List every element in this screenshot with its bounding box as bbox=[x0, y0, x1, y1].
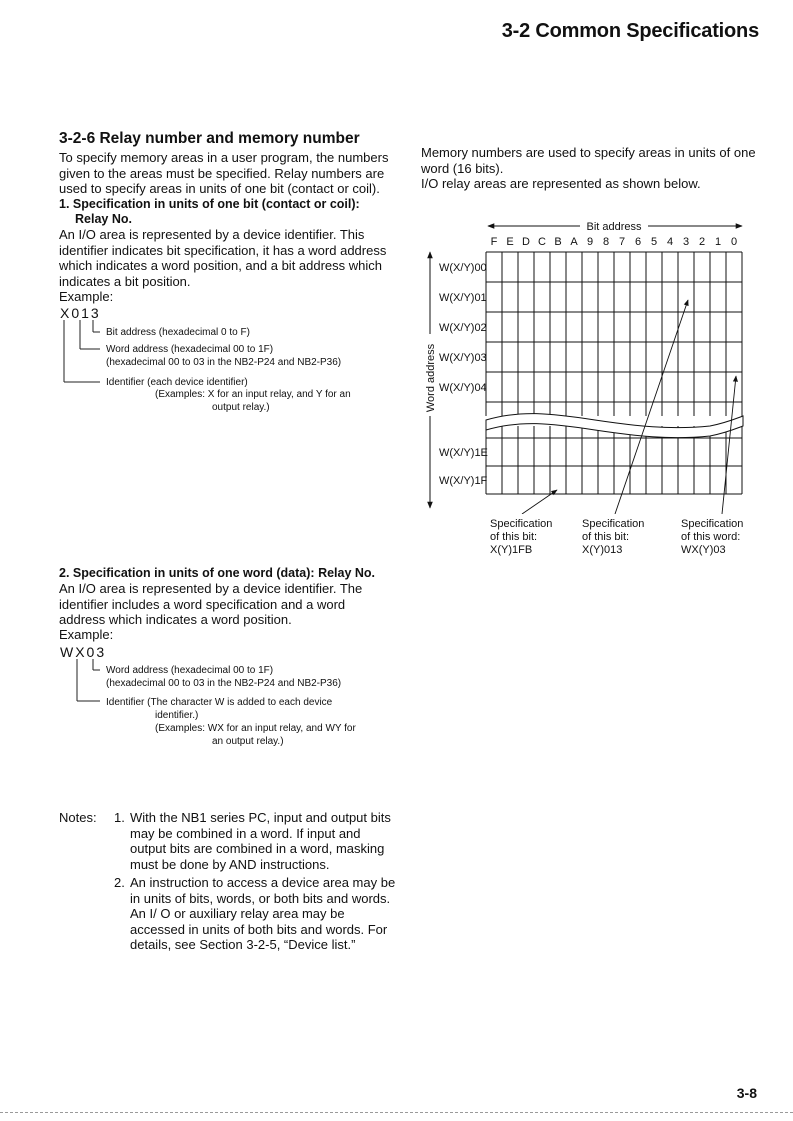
io-paragraph: I/O relay areas are represented as shown below. bbox=[421, 176, 701, 191]
bit-label-3: 3 bbox=[682, 236, 690, 248]
bit-label-B: B bbox=[554, 236, 562, 248]
item1-paragraph: An I/O area is represented by a device identifier. This identifier indicates bit specification, it has a word address which indicates a word position, and a bit address which indicates a bit position. bbox=[59, 227, 387, 289]
notes-block bbox=[59, 810, 399, 953]
example2-word-label: Word address (hexadecimal 00 to 1F) bbox=[106, 665, 274, 676]
notes-label: Notes: bbox=[59, 810, 97, 825]
bit-label-2: 2 bbox=[698, 236, 706, 248]
bit-label-7: 7 bbox=[618, 236, 626, 248]
word-row-label: W(X/Y)1E bbox=[439, 447, 488, 459]
intro-paragraph: To specify memory areas in a user program, the numbers given to the areas must be specified. Relay numbers are used to specify areas in units of one bit (contact or coil). bbox=[59, 150, 389, 196]
note1-number: 1. bbox=[114, 810, 125, 825]
example2-id-label: Identifier (The character W is added to each device bbox=[106, 697, 333, 708]
memory-paragraph: Memory numbers are used to specify areas in units of one word (16 bits). bbox=[421, 145, 756, 176]
example1-id-examples2: output relay.) bbox=[212, 402, 270, 413]
example1-id-label: Identifier (each device identifier) bbox=[106, 377, 248, 388]
footer-rule bbox=[0, 1112, 793, 1113]
section-title: 3-2-6 Relay number and memory number bbox=[59, 130, 360, 147]
example1-code: X013 bbox=[60, 305, 101, 321]
spec-word-03: Specification of this word: WX(Y)03 bbox=[681, 518, 744, 556]
word-row-label: W(X/Y)01 bbox=[439, 292, 487, 304]
example1-id-examples: (Examples: X for an input relay, and Y for an bbox=[155, 389, 351, 400]
bit-label-8: 8 bbox=[602, 236, 610, 248]
bit-label-A: A bbox=[570, 236, 578, 248]
word-row-label: W(X/Y)00 bbox=[439, 262, 487, 274]
item1-heading: 1. Specification in units of one bit (contact or coil): bbox=[59, 197, 360, 211]
spec-bit-1fb: Specification of this bit: X(Y)1FB bbox=[490, 518, 553, 556]
bit-label-6: 6 bbox=[634, 236, 642, 248]
spec-bit-013: Specification of this bit: X(Y)013 bbox=[582, 518, 645, 556]
example1-bit-label: Bit address (hexadecimal 0 to F) bbox=[106, 327, 250, 338]
io-relay-area-diagram bbox=[420, 216, 760, 514]
note1-text: With the NB1 series PC, input and output bits may be combined in a word. If input and output bits are combined in a word, masking must be done by AND instructions. bbox=[130, 810, 391, 872]
note2-text: An instruction to access a device area may be in units of bits, words, or both bits and words. An I/ O or auxiliary relay area may be accessed in units of both bits and words. For details, see Section 3-2-5, “Device list.” bbox=[130, 875, 396, 952]
example1-word-label2: (hexadecimal 00 to 03 in the NB2-P24 and NB2-P36) bbox=[106, 357, 342, 368]
example2-word-label2: (hexadecimal 00 to 03 in the NB2-P24 and NB2-P36) bbox=[106, 678, 342, 689]
bit-label-D: D bbox=[522, 236, 530, 248]
item2-paragraph: An I/O area is represented by a device identifier. The identifier includes a word specification and a word address which indicates a word position. bbox=[59, 581, 363, 627]
word-address-axis-label: Word address bbox=[425, 343, 437, 413]
bit-label-5: 5 bbox=[650, 236, 658, 248]
word-row-label: W(X/Y)1F bbox=[439, 475, 488, 487]
bit-label-4: 4 bbox=[666, 236, 674, 248]
page-header-title: 3-2 Common Specifications bbox=[501, 20, 759, 42]
example2-id-label2: identifier.) bbox=[155, 710, 199, 721]
bit-label-F: F bbox=[490, 236, 498, 248]
bit-label-C: C bbox=[538, 236, 546, 248]
bit-label-1: 1 bbox=[714, 236, 722, 248]
example1-label: Example: bbox=[59, 289, 114, 304]
word-row-label: W(X/Y)02 bbox=[439, 322, 487, 334]
bit-label-E: E bbox=[506, 236, 514, 248]
note2-number: 2. bbox=[114, 875, 125, 890]
bit-label-9: 9 bbox=[586, 236, 594, 248]
word-row-label: W(X/Y)03 bbox=[439, 352, 487, 364]
example2-id-examples: (Examples: WX for an input relay, and WY for bbox=[155, 723, 356, 734]
example2-code: WX03 bbox=[60, 644, 107, 660]
item1-heading-relay: Relay No. bbox=[75, 212, 132, 226]
example2-label: Example: bbox=[59, 627, 114, 642]
page-number: 3-8 bbox=[736, 1085, 757, 1101]
item2-heading: 2. Specification in units of one word (data): Relay No. bbox=[59, 566, 376, 580]
example1-word-label: Word address (hexadecimal 00 to 1F) bbox=[106, 344, 274, 355]
bit-label-0: 0 bbox=[730, 236, 738, 248]
word-row-label: W(X/Y)04 bbox=[439, 382, 487, 394]
bit-address-label: Bit address bbox=[586, 221, 642, 233]
example2-id-examples2: an output relay.) bbox=[212, 736, 284, 747]
